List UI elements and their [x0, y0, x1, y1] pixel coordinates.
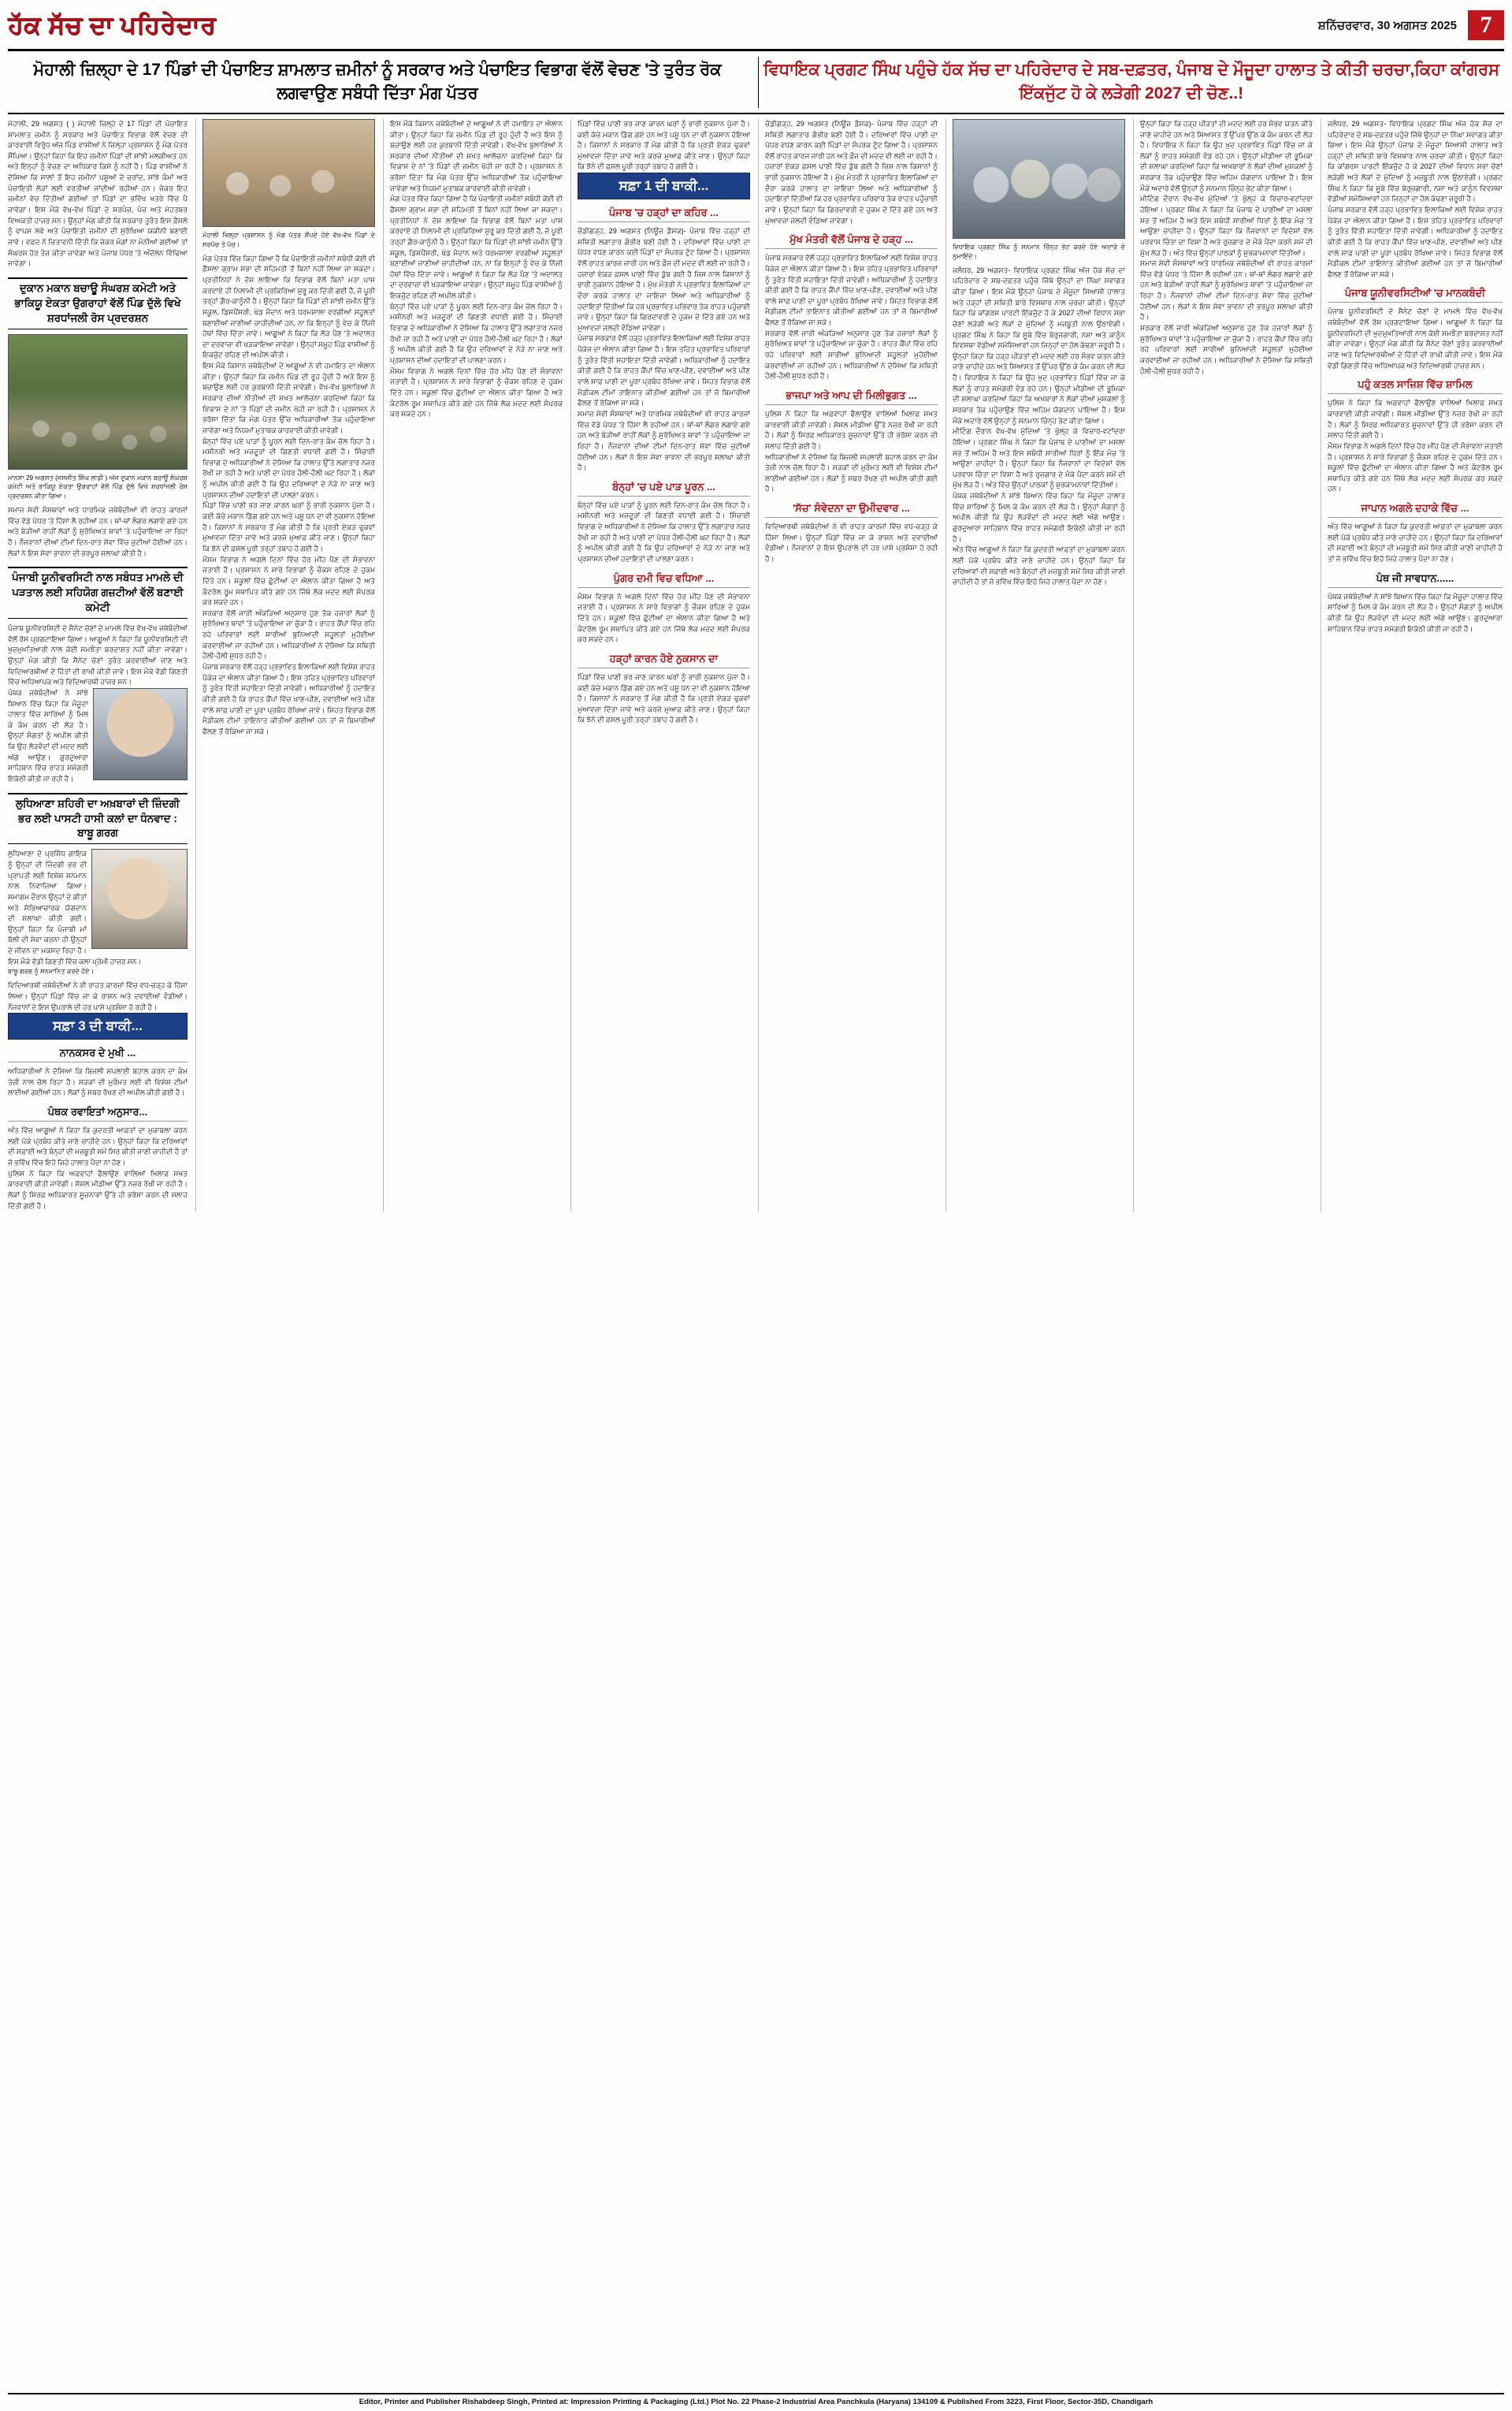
photo-award-presentation [953, 119, 1125, 239]
jump-head-panthak: ਪੰਥਕ ਰਵਾਇਤਾਂ ਅਨੁਸਾਰ... [8, 1106, 188, 1122]
article-body: ਉਨ੍ਹਾਂ ਕਿਹਾ ਕਿ ਹੜ੍ਹ ਪੀੜਤਾਂ ਦੀ ਮਦਦ ਲਈ ਹਰ ਸੰਭਵ ਯਤਨ ਕੀਤੇ ਜਾਣੇ ਚਾਹੀਦੇ ਹਨ ਅਤੇ ਸਿਆਸਤ ਤੋਂ ਉੱਪਰ ਉੱਠ ਕੇ ਕੰਮ ਕਰਨ ਦੀ ਲੋੜ ਹੈ। ਵਿਧਾਇਕ ਨੇ ਕਿਹਾ ਕਿ ਉਹ ਖ਼ੁਦ ਪ੍ਰਭਾਵਿਤ ਪਿੰਡਾਂ ਵਿੱਚ ਜਾ ਕੇ ਲੋਕਾਂ ਨੂੰ ਰਾਹਤ ਸਮੱਗਰੀ ਵੰਡ ਰਹੇ ਹਨ। ਉਨ੍ਹਾਂ ਮੀਡੀਆ ਦੀ ਭੂਮਿਕਾ ਦੀ ਸ਼ਲਾਘਾ ਕਰਦਿਆਂ ਕਿਹਾ ਕਿ ਅਖ਼ਬਾਰਾਂ ਨੇ ਲੋਕਾਂ ਦੀਆਂ ਮੁਸ਼ਕਲਾਂ ਨੂੰ ਸਰਕਾਰ ਤੱਕ ਪਹੁੰਚਾਉਣ ਵਿੱਚ ਅਹਿਮ ਯੋਗਦਾਨ ਪਾਇਆ ਹੈ। ਇਸ ਮੌਕੇ ਅਦਾਰੇ ਵੱਲੋਂ ਉਨ੍ਹਾਂ ਨੂੰ ਸਨਮਾਨ ਚਿੰਨ੍ਹ ਭੇਟ ਕੀਤਾ ਗਿਆ। [953, 352, 1125, 425]
main-grid [8, 119, 1504, 1211]
column-3 [383, 119, 563, 1211]
column-6 [945, 119, 1125, 1211]
jump-banner-page3: ਸਫ਼ਾ 3 ਦੀ ਬਾਕੀ... [8, 1013, 188, 1040]
section-title-dukan-makan: ਦੁਕਾਨ ਮਕਾਨ ਬਚਾਊ ਸੰਘਰਸ਼ ਕਮੇਟੀ ਅਤੇ ਭਾਕਿਯੂ ਏਕਤਾ ਉਗਰਾਹਾਂ ਵੱਲੋਂ ਪਿੰਡ ਦੁੱਲੋ ਵਿਖੇ ਸ਼ਰਧਾਂਜਲੀ ਰੋਸ ਪ੍ਰਦਰਸ਼ਨ [8, 277, 188, 329]
top-headlines [8, 57, 1504, 114]
jump-head-bjp-aap: ਭਾਜਪਾ ਅਤੇ ਆਪ ਦੀ ਮਿਲੀਭੁਗਤ ... [765, 389, 938, 405]
article-body: ਵਿਦਿਆਰਥੀ ਜਥੇਬੰਦੀਆਂ ਨੇ ਵੀ ਰਾਹਤ ਕਾਰਜਾਂ ਵਿੱਚ ਵਧ-ਚੜ੍ਹ ਕੇ ਹਿੱਸਾ ਲਿਆ। ਉਨ੍ਹਾਂ ਪਿੰਡਾਂ ਵਿੱਚ ਜਾ ਕੇ ਰਾਸ਼ਨ ਅਤੇ ਦਵਾਈਆਂ ਵੰਡੀਆਂ। ਨੌਜਵਾਨਾਂ ਦੇ ਇਸ ਉਪਰਾਲੇ ਦੀ ਹਰ ਪਾਸੇ ਪ੍ਰਸ਼ੰਸਾ ਹੋ ਰਹੀ ਹੈ। [765, 523, 938, 564]
jump-head-panth-beware: ਪੰਥ ਜੀ ਸਾਵਧਾਨ...... [1328, 572, 1503, 588]
article-body: ਲੁਧਿਆਣਾ ਦੇ ਪ੍ਰਸਿੱਧ ਗਾਇਕ ਨੂੰ ਉਨ੍ਹਾਂ ਦੀ ਜ਼ਿੰਦਗੀ ਭਰ ਦੀ ਪ੍ਰਾਪਤੀ ਲਈ ਵਿਸ਼ੇਸ਼ ਸਨਮਾਨ ਨਾਲ ਨਿਵਾਜਿਆ ਗਿਆ। ਸਮਾਗਮ ਦੌਰਾਨ ਉਨ੍ਹਾਂ ਦੇ ਗੀਤਾਂ ਅਤੇ ਸੱਭਿਆਚਾਰਕ ਯੋਗਦਾਨ ਦੀ ਸ਼ਲਾਘਾ ਕੀਤੀ ਗਈ। ਉਨ੍ਹਾਂ ਕਿਹਾ ਕਿ ਪੰਜਾਬੀ ਮਾਂ ਬੋਲੀ ਦੀ ਸੇਵਾ ਕਰਨਾ ਹੀ ਉਨ੍ਹਾਂ ਦੇ ਜੀਵਨ ਦਾ ਮਕਸਦ ਰਿਹਾ ਹੈ। ਇਸ ਮੌਕੇ ਵੱਡੀ ਗਿਣਤੀ ਵਿੱਚ ਕਲਾ ਪ੍ਰੇਮੀ ਹਾਜ਼ਰ ਸਨ। [8, 850, 142, 966]
article-body: ਅੰਤ ਵਿੱਚ ਆਗੂਆਂ ਨੇ ਕਿਹਾ ਕਿ ਕੁਦਰਤੀ ਆਫ਼ਤਾਂ ਦਾ ਮੁਕਾਬਲਾ ਕਰਨ ਲਈ ਪੱਕੇ ਪ੍ਰਬੰਧ ਕੀਤੇ ਜਾਣੇ ਚਾਹੀਦੇ ਹਨ। ਉਨ੍ਹਾਂ ਕਿਹਾ ਕਿ ਦਰਿਆਵਾਂ ਦੀ ਸਫ਼ਾਈ ਅਤੇ ਬੰਨ੍ਹਾਂ ਦੀ ਮਜ਼ਬੂਤੀ ਸਮੇਂ ਸਿਰ ਕੀਤੀ ਜਾਣੀ ਚਾਹੀਦੀ ਹੈ ਤਾਂ ਜੋ ਭਵਿੱਖ ਵਿੱਚ ਇਹੋ ਜਿਹੇ ਹਾਲਾਤ ਪੈਦਾ ਨਾ ਹੋਣ। [8, 1126, 188, 1167]
article-body: ਸਰਕਾਰ ਵੱਲੋਂ ਜਾਰੀ ਅੰਕੜਿਆਂ ਅਨੁਸਾਰ ਹੁਣ ਤੱਕ ਹਜ਼ਾਰਾਂ ਲੋਕਾਂ ਨੂੰ ਸੁਰੱਖਿਅਤ ਥਾਵਾਂ 'ਤੇ ਪਹੁੰਚਾਇਆ ਜਾ ਚੁੱਕਾ ਹੈ। ਰਾਹਤ ਕੈਂਪਾਂ ਵਿੱਚ ਰਹਿ ਰਹੇ ਪਰਿਵਾਰਾਂ ਲਈ ਸਾਰੀਆਂ ਬੁਨਿਆਦੀ ਸਹੂਲਤਾਂ ਮੁਹੱਈਆ ਕਰਵਾਈਆਂ ਜਾ ਰਹੀਆਂ ਹਨ। ਅਧਿਕਾਰੀਆਂ ਨੇ ਦੱਸਿਆ ਕਿ ਸਥਿਤੀ ਹੌਲੀ-ਹੌਲੀ ਸੁਧਰ ਰਹੀ ਹੈ। [202, 608, 375, 660]
article-body: ਪਿੰਡਾਂ ਵਿੱਚ ਪਾਣੀ ਭਰ ਜਾਣ ਕਾਰਨ ਘਰਾਂ ਨੂੰ ਭਾਰੀ ਨੁਕਸਾਨ ਪੁੱਜਾ ਹੈ। ਕਈ ਕੱਚੇ ਮਕਾਨ ਡਿੱਗ ਗਏ ਹਨ ਅਤੇ ਪਸ਼ੂ ਧਨ ਦਾ ਵੀ ਨੁਕਸਾਨ ਹੋਇਆ ਹੈ। ਕਿਸਾਨਾਂ ਨੇ ਸਰਕਾਰ ਤੋਂ ਮੰਗ ਕੀਤੀ ਹੈ ਕਿ ਪ੍ਰਤੀ ਏਕੜ ਢੁਕਵਾਂ ਮੁਆਵਜ਼ਾ ਦਿੱਤਾ ਜਾਵੇ ਅਤੇ ਕਰਜ਼ੇ ਮੁਆਫ਼ ਕੀਤੇ ਜਾਣ। ਉਨ੍ਹਾਂ ਕਿਹਾ ਕਿ ਝੋਨੇ ਦੀ ਫ਼ਸਲ ਪੂਰੀ ਤਰ੍ਹਾਂ ਤਬਾਹ ਹੋ ਗਈ ਹੈ। [202, 501, 375, 553]
article-body: ਚੰਡੀਗੜ੍ਹ, 29 ਅਗਸਤ (ਨਿਊਜ਼ ਡੈਸਕ)- ਪੰਜਾਬ ਵਿੱਚ ਹੜ੍ਹਾਂ ਦੀ ਸਥਿਤੀ ਲਗਾਤਾਰ ਗੰਭੀਰ ਬਣੀ ਹੋਈ ਹੈ। ਦਰਿਆਵਾਂ ਵਿੱਚ ਪਾਣੀ ਦਾ ਪੱਧਰ ਵਧਣ ਕਾਰਨ ਕਈ ਪਿੰਡਾਂ ਦਾ ਸੰਪਰਕ ਟੁੱਟ ਗਿਆ ਹੈ। ਪ੍ਰਸ਼ਾਸਨ ਵੱਲੋਂ ਰਾਹਤ ਕਾਰਜ ਜਾਰੀ ਹਨ ਅਤੇ ਫ਼ੌਜ ਦੀ ਮਦਦ ਵੀ ਲਈ ਜਾ ਰਹੀ ਹੈ। ਹਜ਼ਾਰਾਂ ਏਕੜ ਫ਼ਸਲ ਪਾਣੀ ਵਿੱਚ ਡੁੱਬ ਗਈ ਹੈ ਜਿਸ ਨਾਲ ਕਿਸਾਨਾਂ ਨੂੰ ਭਾਰੀ ਨੁਕਸਾਨ ਹੋਇਆ ਹੈ। ਮੁੱਖ ਮੰਤਰੀ ਨੇ ਪ੍ਰਭਾਵਿਤ ਇਲਾਕਿਆਂ ਦਾ ਦੌਰਾ ਕਰਕੇ ਹਾਲਾਤ ਦਾ ਜਾਇਜ਼ਾ ਲਿਆ ਅਤੇ ਅਧਿਕਾਰੀਆਂ ਨੂੰ ਹਦਾਇਤਾਂ ਦਿੱਤੀਆਂ ਕਿ ਹਰ ਪ੍ਰਭਾਵਿਤ ਪਰਿਵਾਰ ਤੱਕ ਰਾਹਤ ਪਹੁੰਚਾਈ ਜਾਵੇ। ਉਨ੍ਹਾਂ ਕਿਹਾ ਕਿ ਗਿਰਦਾਵਰੀ ਦੇ ਹੁਕਮ ਦੇ ਦਿੱਤੇ ਗਏ ਹਨ ਅਤੇ ਮੁਆਵਜ਼ਾ ਜਲਦੀ ਵੰਡਿਆ ਜਾਵੇਗਾ। [578, 227, 750, 332]
article-body: ਸਮਾਜ ਸੇਵੀ ਸੰਸਥਾਵਾਂ ਅਤੇ ਧਾਰਮਿਕ ਜਥੇਬੰਦੀਆਂ ਵੀ ਰਾਹਤ ਕਾਰਜਾਂ ਵਿੱਚ ਵੱਡੇ ਪੱਧਰ 'ਤੇ ਹਿੱਸਾ ਲੈ ਰਹੀਆਂ ਹਨ। ਥਾਂ-ਥਾਂ ਲੰਗਰ ਲਗਾਏ ਗਏ ਹਨ ਅਤੇ ਬੇੜੀਆਂ ਰਾਹੀਂ ਲੋਕਾਂ ਨੂੰ ਸੁਰੱਖਿਅਤ ਥਾਵਾਂ 'ਤੇ ਪਹੁੰਚਾਇਆ ਜਾ ਰਿਹਾ ਹੈ। ਨੌਜਵਾਨਾਂ ਦੀਆਂ ਟੀਮਾਂ ਦਿਨ-ਰਾਤ ਸੇਵਾ ਵਿੱਚ ਜੁਟੀਆਂ ਹੋਈਆਂ ਹਨ। ਲੋਕਾਂ ਨੇ ਇਸ ਸੇਵਾ ਭਾਵਨਾ ਦੀ ਭਰਪੂਰ ਸ਼ਲਾਘਾ ਕੀਤੀ ਹੈ। [8, 506, 188, 557]
article-body: ਅੰਤ ਵਿੱਚ ਆਗੂਆਂ ਨੇ ਕਿਹਾ ਕਿ ਕੁਦਰਤੀ ਆਫ਼ਤਾਂ ਦਾ ਮੁਕਾਬਲਾ ਕਰਨ ਲਈ ਪੱਕੇ ਪ੍ਰਬੰਧ ਕੀਤੇ ਜਾਣੇ ਚਾਹੀਦੇ ਹਨ। ਉਨ੍ਹਾਂ ਕਿਹਾ ਕਿ ਦਰਿਆਵਾਂ ਦੀ ਸਫ਼ਾਈ ਅਤੇ ਬੰਨ੍ਹਾਂ ਦੀ ਮਜ਼ਬੂਤੀ ਸਮੇਂ ਸਿਰ ਕੀਤੀ ਜਾਣੀ ਚਾਹੀਦੀ ਹੈ ਤਾਂ ਜੋ ਭਵਿੱਖ ਵਿੱਚ ਇਹੋ ਜਿਹੇ ਹਾਲਾਤ ਪੈਦਾ ਨਾ ਹੋਣ। [953, 545, 1125, 586]
photo-portrait-sikh [93, 688, 188, 780]
article-body: ਪੰਥਕ ਜਥੇਬੰਦੀਆਂ ਨੇ ਸਾਂਝੇ ਬਿਆਨ ਵਿੱਚ ਕਿਹਾ ਕਿ ਮੌਜੂਦਾ ਹਾਲਾਤ ਵਿੱਚ ਸਾਰਿਆਂ ਨੂੰ ਮਿਲ ਕੇ ਕੰਮ ਕਰਨ ਦੀ ਲੋੜ ਹੈ। ਉਨ੍ਹਾਂ ਸੰਗਤਾਂ ਨੂੰ ਅਪੀਲ ਕੀਤੀ ਕਿ ਉਹ ਲੋੜਵੰਦਾਂ ਦੀ ਮਦਦ ਲਈ ਅੱਗੇ ਆਉਣ। ਗੁਰਦੁਆਰਾ ਸਾਹਿਬਾਨ ਵਿੱਚ ਰਾਹਤ ਸਮੱਗਰੀ ਇਕੱਠੀ ਕੀਤੀ ਜਾ ਰਹੀ ਹੈ। [953, 492, 1125, 543]
article-body: ਬੰਨ੍ਹਾਂ ਵਿੱਚ ਪਏ ਪਾੜਾਂ ਨੂੰ ਪੂਰਨ ਲਈ ਦਿਨ-ਰਾਤ ਕੰਮ ਚੱਲ ਰਿਹਾ ਹੈ। ਮਸ਼ੀਨਰੀ ਅਤੇ ਮਜ਼ਦੂਰਾਂ ਦੀ ਗਿਣਤੀ ਵਧਾਈ ਗਈ ਹੈ। ਸਿੰਚਾਈ ਵਿਭਾਗ ਦੇ ਅਧਿਕਾਰੀਆਂ ਨੇ ਦੱਸਿਆ ਕਿ ਹਾਲਾਤ ਉੱਤੇ ਲਗਾਤਾਰ ਨਜ਼ਰ ਰੱਖੀ ਜਾ ਰਹੀ ਹੈ ਅਤੇ ਪਾਣੀ ਦਾ ਪੱਧਰ ਹੌਲੀ-ਹੌਲੀ ਘਟ ਰਿਹਾ ਹੈ। ਲੋਕਾਂ ਨੂੰ ਅਪੀਲ ਕੀਤੀ ਗਈ ਹੈ ਕਿ ਉਹ ਦਰਿਆਵਾਂ ਦੇ ਨੇੜੇ ਨਾ ਜਾਣ ਅਤੇ ਪ੍ਰਸ਼ਾਸਨ ਦੀਆਂ ਹਦਾਇਤਾਂ ਦੀ ਪਾਲਣਾ ਕਰਨ। [578, 500, 750, 564]
photo-babu-garg [91, 849, 188, 949]
article-body: ਪੰਜਾਬ ਸਰਕਾਰ ਵੱਲੋਂ ਹੜ੍ਹ ਪ੍ਰਭਾਵਿਤ ਇਲਾਕਿਆਂ ਲਈ ਵਿਸ਼ੇਸ਼ ਰਾਹਤ ਪੈਕੇਜ ਦਾ ਐਲਾਨ ਕੀਤਾ ਗਿਆ ਹੈ। ਇਸ ਤਹਿਤ ਪ੍ਰਭਾਵਿਤ ਪਰਿਵਾਰਾਂ ਨੂੰ ਤੁਰੰਤ ਵਿੱਤੀ ਸਹਾਇਤਾ ਦਿੱਤੀ ਜਾਵੇਗੀ। ਅਧਿਕਾਰੀਆਂ ਨੂੰ ਹਦਾਇਤ ਕੀਤੀ ਗਈ ਹੈ ਕਿ ਰਾਹਤ ਕੈਂਪਾਂ ਵਿੱਚ ਖਾਣ-ਪੀਣ, ਦਵਾਈਆਂ ਅਤੇ ਪੀਣ ਵਾਲੇ ਸਾਫ਼ ਪਾਣੀ ਦਾ ਪੂਰਾ ਪ੍ਰਬੰਧ ਰੱਖਿਆ ਜਾਵੇ। ਸਿਹਤ ਵਿਭਾਗ ਵੱਲੋਂ ਮੈਡੀਕਲ ਟੀਮਾਂ ਤਾਇਨਾਤ ਕੀਤੀਆਂ ਗਈਆਂ ਹਨ ਤਾਂ ਜੋ ਬਿਮਾਰੀਆਂ ਫੈਲਣ ਤੋਂ ਰੋਕਿਆ ਜਾ ਸਕੇ। [202, 663, 375, 735]
article-body: ਜਲੰਧਰ, 29 ਅਗਸਤ- ਵਿਧਾਇਕ ਪ੍ਰਗਟ ਸਿੰਘ ਅੱਜ ਹੱਕ ਸੱਚ ਦਾ ਪਹਿਰੇਦਾਰ ਦੇ ਸਬ-ਦਫ਼ਤਰ ਪਹੁੰਚੇ ਜਿੱਥੇ ਉਨ੍ਹਾਂ ਦਾ ਨਿੱਘਾ ਸਵਾਗਤ ਕੀਤਾ ਗਿਆ। ਇਸ ਮੌਕੇ ਉਨ੍ਹਾਂ ਪੰਜਾਬ ਦੇ ਮੌਜੂਦਾ ਸਿਆਸੀ ਹਾਲਾਤ ਅਤੇ ਹੜ੍ਹਾਂ ਦੀ ਸਥਿਤੀ ਬਾਰੇ ਵਿਸਥਾਰ ਨਾਲ ਚਰਚਾ ਕੀਤੀ। ਉਨ੍ਹਾਂ ਕਿਹਾ ਕਿ ਕਾਂਗਰਸ ਪਾਰਟੀ ਇੱਕਜੁੱਟ ਹੋ ਕੇ 2027 ਦੀਆਂ ਵਿਧਾਨ ਸਭਾ ਚੋਣਾਂ ਲੜੇਗੀ ਅਤੇ ਲੋਕਾਂ ਦੇ ਮੁੱਦਿਆਂ ਨੂੰ ਮਜ਼ਬੂਤੀ ਨਾਲ ਉਠਾਏਗੀ। ਪ੍ਰਗਟ ਸਿੰਘ ਨੇ ਕਿਹਾ ਕਿ ਸੂਬੇ ਵਿੱਚ ਬੇਰੁਜ਼ਗਾਰੀ, ਨਸ਼ਾ ਅਤੇ ਕਾਨੂੰਨ ਵਿਵਸਥਾ ਵੱਡੀਆਂ ਸਮੱਸਿਆਵਾਂ ਹਨ ਜਿਨ੍ਹਾਂ ਦਾ ਹੱਲ ਕੱਢਣਾ ਜ਼ਰੂਰੀ ਹੈ। [953, 266, 1125, 350]
article-body: ਮੋਹਾਲੀ, 29 ਅਗਸਤ ( ) ਮੋਹਾਲੀ ਜ਼ਿਲ੍ਹੇ ਦੇ 17 ਪਿੰਡਾਂ ਦੀ ਪੰਚਾਇਤ ਸ਼ਾਮਲਾਤ ਜ਼ਮੀਨ ਨੂੰ ਸਰਕਾਰ ਅਤੇ ਪੰਚਾਇਤ ਵਿਭਾਗ ਵੱਲੋਂ ਵੇਚਣ ਦੀ ਕਾਰਵਾਈ ਵਿਰੁੱਧ ਅੱਜ ਪਿੰਡ ਵਾਸੀਆਂ ਨੇ ਜ਼ਿਲ੍ਹਾ ਪ੍ਰਸ਼ਾਸਨ ਨੂੰ ਮੰਗ ਪੱਤਰ ਸੌਂਪਿਆ। ਉਨ੍ਹਾਂ ਕਿਹਾ ਕਿ ਇਹ ਜ਼ਮੀਨਾਂ ਪਿੰਡਾਂ ਦੀ ਸਾਂਝੀ ਮਲਕੀਅਤ ਹਨ ਅਤੇ ਇਨ੍ਹਾਂ ਨੂੰ ਵੇਚਣ ਦਾ ਅਧਿਕਾਰ ਕਿਸੇ ਨੂੰ ਨਹੀਂ ਹੈ। ਪਿੰਡ ਵਾਸੀਆਂ ਨੇ ਦੱਸਿਆ ਕਿ ਸਾਲਾਂ ਤੋਂ ਇਹ ਜ਼ਮੀਨਾਂ ਪਸ਼ੂਆਂ ਦੇ ਚਰਾਂਦ, ਸਾਂਝੇ ਕੰਮਾਂ ਅਤੇ ਪੰਚਾਇਤੀ ਲੋੜਾਂ ਲਈ ਵਰਤੀਆਂ ਜਾਂਦੀਆਂ ਰਹੀਆਂ ਹਨ। ਜੇਕਰ ਇਹ ਜ਼ਮੀਨਾਂ ਵੇਚ ਦਿੱਤੀਆਂ ਗਈਆਂ ਤਾਂ ਪਿੰਡਾਂ ਦਾ ਭਵਿੱਖ ਖ਼ਤਰੇ ਵਿੱਚ ਪੈ ਜਾਵੇਗਾ। ਇਸ ਮੌਕੇ ਵੱਖ-ਵੱਖ ਪਿੰਡਾਂ ਦੇ ਸਰਪੰਚ, ਪੰਚ ਅਤੇ ਮੋਹਤਬਰ ਵਿਅਕਤੀ ਹਾਜ਼ਰ ਸਨ। ਉਨ੍ਹਾਂ ਮੰਗ ਕੀਤੀ ਕਿ ਸਰਕਾਰ ਤੁਰੰਤ ਇਸ ਫ਼ੈਸਲੇ ਨੂੰ ਵਾਪਸ ਲਵੇ ਅਤੇ ਪੰਚਾਇਤੀ ਜ਼ਮੀਨਾਂ ਦੀ ਸੁਰੱਖਿਆ ਯਕੀਨੀ ਬਣਾਈ ਜਾਵੇ। ਵਫ਼ਦ ਨੇ ਚਿਤਾਵਨੀ ਦਿੱਤੀ ਕਿ ਜੇਕਰ ਮੰਗਾਂ ਨਾ ਮੰਨੀਆਂ ਗਈਆਂ ਤਾਂ ਸੰਘਰਸ਼ ਹੋਰ ਤੇਜ਼ ਕੀਤਾ ਜਾਵੇਗਾ ਅਤੇ ਪੰਜਾਬ ਪੱਧਰ 'ਤੇ ਅੰਦੋਲਨ ਵਿੱਢਿਆ ਜਾਵੇਗਾ। [8, 119, 188, 268]
article-body: ਪਿੰਡਾਂ ਵਿੱਚ ਪਾਣੀ ਭਰ ਜਾਣ ਕਾਰਨ ਘਰਾਂ ਨੂੰ ਭਾਰੀ ਨੁਕਸਾਨ ਪੁੱਜਾ ਹੈ। ਕਈ ਕੱਚੇ ਮਕਾਨ ਡਿੱਗ ਗਏ ਹਨ ਅਤੇ ਪਸ਼ੂ ਧਨ ਦਾ ਵੀ ਨੁਕਸਾਨ ਹੋਇਆ ਹੈ। ਕਿਸਾਨਾਂ ਨੇ ਸਰਕਾਰ ਤੋਂ ਮੰਗ ਕੀਤੀ ਹੈ ਕਿ ਪ੍ਰਤੀ ਏਕੜ ਢੁਕਵਾਂ ਮੁਆਵਜ਼ਾ ਦਿੱਤਾ ਜਾਵੇ ਅਤੇ ਕਰਜ਼ੇ ਮੁਆਫ਼ ਕੀਤੇ ਜਾਣ। ਉਨ੍ਹਾਂ ਕਿਹਾ ਕਿ ਝੋਨੇ ਦੀ ਫ਼ਸਲ ਪੂਰੀ ਤਰ੍ਹਾਂ ਤਬਾਹ ਹੋ ਗਈ ਹੈ। [578, 119, 750, 171]
photo-caption: ਬਾਬੂ ਗਰਗ ਨੂੰ ਸਨਮਾਨਿਤ ਕਰਦੇ ਹੋਏ। [8, 968, 95, 976]
headline-right: ਵਿਧਾਇਕ ਪ੍ਰਗਟ ਸਿੰਘ ਪਹੁੰਚੇ ਹੱਕ ਸੱਚ ਦਾ ਪਹਿਰੇਦਾਰ ਦੇ ਸਬ-ਦਫ਼ਤਰ, ਪੰਜਾਬ ਦੇ ਮੌਜੂਦਾ ਹਾਲਾਤ ਤੇ ਕੀਤੀ ਚਰਚਾ,ਕਿਹਾ ਕਾਂਗਰਸ ਇੱਕਜੁੱਟ ਹੋ ਕੇ ਲੜੇਗੀ 2027 ਦੀ ਚੋਣ..! [758, 57, 1504, 108]
article-body: ਮੀਟਿੰਗ ਦੌਰਾਨ ਵੱਖ-ਵੱਖ ਮੁੱਦਿਆਂ 'ਤੇ ਖੁੱਲ੍ਹ ਕੇ ਵਿਚਾਰ-ਵਟਾਂਦਰਾ ਹੋਇਆ। ਪ੍ਰਗਟ ਸਿੰਘ ਨੇ ਕਿਹਾ ਕਿ ਪੰਜਾਬ ਦੇ ਪਾਣੀਆਂ ਦਾ ਮਸਲਾ ਸਭ ਤੋਂ ਅਹਿਮ ਹੈ ਅਤੇ ਇਸ ਸਬੰਧੀ ਸਾਰੀਆਂ ਧਿਰਾਂ ਨੂੰ ਇੱਕ ਮੰਚ 'ਤੇ ਆਉਣਾ ਚਾਹੀਦਾ ਹੈ। ਉਨ੍ਹਾਂ ਕਿਹਾ ਕਿ ਨੌਜਵਾਨਾਂ ਦਾ ਵਿਦੇਸ਼ਾਂ ਵੱਲ ਪਰਵਾਸ ਚਿੰਤਾ ਦਾ ਵਿਸ਼ਾ ਹੈ ਅਤੇ ਰੁਜ਼ਗਾਰ ਦੇ ਮੌਕੇ ਪੈਦਾ ਕਰਨੇ ਸਮੇਂ ਦੀ ਮੁੱਖ ਲੋੜ ਹੈ। ਅੰਤ ਵਿੱਚ ਉਨ੍ਹਾਂ ਪਾਠਕਾਂ ਨੂੰ ਸ਼ੁਭਕਾਮਨਾਵਾਂ ਦਿੱਤੀਆਂ। [1140, 195, 1313, 257]
article-body: ਮੌਸਮ ਵਿਭਾਗ ਨੇ ਅਗਲੇ ਦਿਨਾਂ ਵਿੱਚ ਹੋਰ ਮੀਂਹ ਪੈਣ ਦੀ ਸੰਭਾਵਨਾ ਜਤਾਈ ਹੈ। ਪ੍ਰਸ਼ਾਸਨ ਨੇ ਸਾਰੇ ਵਿਭਾਗਾਂ ਨੂੰ ਚੌਕਸ ਰਹਿਣ ਦੇ ਹੁਕਮ ਦਿੱਤੇ ਹਨ। ਸਕੂਲਾਂ ਵਿੱਚ ਛੁੱਟੀਆਂ ਦਾ ਐਲਾਨ ਕੀਤਾ ਗਿਆ ਹੈ ਅਤੇ ਕੰਟਰੋਲ ਰੂਮ ਸਥਾਪਿਤ ਕੀਤੇ ਗਏ ਹਨ ਜਿੱਥੇ ਲੋਕ ਮਦਦ ਲਈ ਸੰਪਰਕ ਕਰ ਸਕਦੇ ਹਨ। [578, 592, 750, 644]
masthead [8, 5, 1504, 51]
article-body: ਵਿਦਿਆਰਥੀ ਜਥੇਬੰਦੀਆਂ ਨੇ ਵੀ ਰਾਹਤ ਕਾਰਜਾਂ ਵਿੱਚ ਵਧ-ਚੜ੍ਹ ਕੇ ਹਿੱਸਾ ਲਿਆ। ਉਨ੍ਹਾਂ ਪਿੰਡਾਂ ਵਿੱਚ ਜਾ ਕੇ ਰਾਸ਼ਨ ਅਤੇ ਦਵਾਈਆਂ ਵੰਡੀਆਂ। ਨੌਜਵਾਨਾਂ ਦੇ ਇਸ ਉਪਰਾਲੇ ਦੀ ਹਰ ਪਾਸੇ ਪ੍ਰਸ਼ੰਸਾ ਹੋ ਰਹੀ ਹੈ। [8, 981, 188, 1011]
imprint-footer: Editor, Printer and Publisher Rishabdeep Singh, Printed at: Impression Printing & Packaging (Ltd.) Plot No. 22 Phase-2 Industrial Area Panchkula (Haryana) 134109 & Published From 3223, First Floor, Sector-35D, Chandigarh [8, 2393, 1504, 2406]
jump-head-pungar: ਪੁੰਗਰ ਦਮੀ ਵਿਚ ਵਧਿਆ ... [578, 572, 750, 588]
article-body: ਉਨ੍ਹਾਂ ਕਿਹਾ ਕਿ ਹੜ੍ਹ ਪੀੜਤਾਂ ਦੀ ਮਦਦ ਲਈ ਹਰ ਸੰਭਵ ਯਤਨ ਕੀਤੇ ਜਾਣੇ ਚਾਹੀਦੇ ਹਨ ਅਤੇ ਸਿਆਸਤ ਤੋਂ ਉੱਪਰ ਉੱਠ ਕੇ ਕੰਮ ਕਰਨ ਦੀ ਲੋੜ ਹੈ। ਵਿਧਾਇਕ ਨੇ ਕਿਹਾ ਕਿ ਉਹ ਖ਼ੁਦ ਪ੍ਰਭਾਵਿਤ ਪਿੰਡਾਂ ਵਿੱਚ ਜਾ ਕੇ ਲੋਕਾਂ ਨੂੰ ਰਾਹਤ ਸਮੱਗਰੀ ਵੰਡ ਰਹੇ ਹਨ। ਉਨ੍ਹਾਂ ਮੀਡੀਆ ਦੀ ਭੂਮਿਕਾ ਦੀ ਸ਼ਲਾਘਾ ਕਰਦਿਆਂ ਕਿਹਾ ਕਿ ਅਖ਼ਬਾਰਾਂ ਨੇ ਲੋਕਾਂ ਦੀਆਂ ਮੁਸ਼ਕਲਾਂ ਨੂੰ ਸਰਕਾਰ ਤੱਕ ਪਹੁੰਚਾਉਣ ਵਿੱਚ ਅਹਿਮ ਯੋਗਦਾਨ ਪਾਇਆ ਹੈ। ਇਸ ਮੌਕੇ ਅਦਾਰੇ ਵੱਲੋਂ ਉਨ੍ਹਾਂ ਨੂੰ ਸਨਮਾਨ ਚਿੰਨ੍ਹ ਭੇਟ ਕੀਤਾ ਗਿਆ। [1140, 119, 1313, 192]
article-body: ਬੰਨ੍ਹਾਂ ਵਿੱਚ ਪਏ ਪਾੜਾਂ ਨੂੰ ਪੂਰਨ ਲਈ ਦਿਨ-ਰਾਤ ਕੰਮ ਚੱਲ ਰਿਹਾ ਹੈ। ਮਸ਼ੀਨਰੀ ਅਤੇ ਮਜ਼ਦੂਰਾਂ ਦੀ ਗਿਣਤੀ ਵਧਾਈ ਗਈ ਹੈ। ਸਿੰਚਾਈ ਵਿਭਾਗ ਦੇ ਅਧਿਕਾਰੀਆਂ ਨੇ ਦੱਸਿਆ ਕਿ ਹਾਲਾਤ ਉੱਤੇ ਲਗਾਤਾਰ ਨਜ਼ਰ ਰੱਖੀ ਜਾ ਰਹੀ ਹੈ ਅਤੇ ਪਾਣੀ ਦਾ ਪੱਧਰ ਹੌਲੀ-ਹੌਲੀ ਘਟ ਰਿਹਾ ਹੈ। ਲੋਕਾਂ ਨੂੰ ਅਪੀਲ ਕੀਤੀ ਗਈ ਹੈ ਕਿ ਉਹ ਦਰਿਆਵਾਂ ਦੇ ਨੇੜੇ ਨਾ ਜਾਣ ਅਤੇ ਪ੍ਰਸ਼ਾਸਨ ਦੀਆਂ ਹਦਾਇਤਾਂ ਦੀ ਪਾਲਣਾ ਕਰਨ। [202, 437, 375, 499]
jump-head-university-standard: ਪੰਜਾਬ ਯੂਨੀਵਰਸਿਟੀਆਂ 'ਚ ਮਾਨਕਬੰਦੀ [1328, 287, 1503, 303]
article-body: ਪੰਜਾਬ ਯੂਨੀਵਰਸਿਟੀ ਦੇ ਸੈਨੇਟ ਚੋਣਾਂ ਦੇ ਮਾਮਲੇ ਵਿੱਚ ਵੱਖ-ਵੱਖ ਜਥੇਬੰਦੀਆਂ ਵੱਲੋਂ ਰੋਸ ਪ੍ਰਗਟਾਇਆ ਗਿਆ। ਆਗੂਆਂ ਨੇ ਕਿਹਾ ਕਿ ਯੂਨੀਵਰਸਿਟੀ ਦੀ ਖ਼ੁਦਮੁਖ਼ਤਿਆਰੀ ਨਾਲ ਕੋਈ ਸਮਝੌਤਾ ਬਰਦਾਸ਼ਤ ਨਹੀਂ ਕੀਤਾ ਜਾਵੇਗਾ। ਉਨ੍ਹਾਂ ਮੰਗ ਕੀਤੀ ਕਿ ਸੈਨੇਟ ਚੋਣਾਂ ਤੁਰੰਤ ਕਰਵਾਈਆਂ ਜਾਣ ਅਤੇ ਵਿਦਿਆਰਥੀਆਂ ਦੇ ਹਿੱਤਾਂ ਦੀ ਰਾਖੀ ਕੀਤੀ ਜਾਵੇ। ਇਸ ਮੌਕੇ ਵੱਡੀ ਗਿਣਤੀ ਵਿੱਚ ਅਧਿਆਪਕ ਅਤੇ ਵਿਦਿਆਰਥੀ ਹਾਜ਼ਰ ਸਨ। [8, 624, 188, 686]
article-body: ਅਧਿਕਾਰੀਆਂ ਨੇ ਦੱਸਿਆ ਕਿ ਬਿਜਲੀ ਸਪਲਾਈ ਬਹਾਲ ਕਰਨ ਦਾ ਕੰਮ ਤੇਜ਼ੀ ਨਾਲ ਚੱਲ ਰਿਹਾ ਹੈ। ਸੜਕਾਂ ਦੀ ਮੁਰੰਮਤ ਲਈ ਵੀ ਵਿਸ਼ੇਸ਼ ਟੀਮਾਂ ਲਾਈਆਂ ਗਈਆਂ ਹਨ। ਲੋਕਾਂ ਨੂੰ ਸਬਰ ਰੱਖਣ ਦੀ ਅਪੀਲ ਕੀਤੀ ਗਈ ਹੈ। [8, 1067, 188, 1097]
page-number-badge: 7 [1468, 10, 1504, 40]
article-body: ਪੁਲਿਸ ਨੇ ਕਿਹਾ ਕਿ ਅਫ਼ਵਾਹਾਂ ਫੈਲਾਉਣ ਵਾਲਿਆਂ ਖ਼ਿਲਾਫ਼ ਸਖ਼ਤ ਕਾਰਵਾਈ ਕੀਤੀ ਜਾਵੇਗੀ। ਸੋਸ਼ਲ ਮੀਡੀਆ ਉੱਤੇ ਨਜ਼ਰ ਰੱਖੀ ਜਾ ਰਹੀ ਹੈ। ਲੋਕਾਂ ਨੂੰ ਸਿਰਫ਼ ਅਧਿਕਾਰਤ ਸੂਚਨਾਵਾਂ ਉੱਤੇ ਹੀ ਭਰੋਸਾ ਕਰਨ ਦੀ ਸਲਾਹ ਦਿੱਤੀ ਗਈ ਹੈ। [765, 409, 938, 450]
article-body: ਇਸ ਮੌਕੇ ਕਿਸਾਨ ਜਥੇਬੰਦੀਆਂ ਦੇ ਆਗੂਆਂ ਨੇ ਵੀ ਹਮਾਇਤ ਦਾ ਐਲਾਨ ਕੀਤਾ। ਉਨ੍ਹਾਂ ਕਿਹਾ ਕਿ ਜ਼ਮੀਨ ਪਿੰਡ ਦੀ ਰੂਹ ਹੁੰਦੀ ਹੈ ਅਤੇ ਇਸ ਨੂੰ ਬਚਾਉਣ ਲਈ ਹਰ ਕੁਰਬਾਨੀ ਦਿੱਤੀ ਜਾਵੇਗੀ। ਵੱਖ-ਵੱਖ ਬੁਲਾਰਿਆਂ ਨੇ ਸਰਕਾਰ ਦੀਆਂ ਨੀਤੀਆਂ ਦੀ ਸਖ਼ਤ ਆਲੋਚਨਾ ਕਰਦਿਆਂ ਕਿਹਾ ਕਿ ਵਿਕਾਸ ਦੇ ਨਾਂ 'ਤੇ ਪਿੰਡਾਂ ਦੀ ਜ਼ਮੀਨ ਖੋਹੀ ਜਾ ਰਹੀ ਹੈ। ਪ੍ਰਸ਼ਾਸਨ ਨੇ ਭਰੋਸਾ ਦਿੱਤਾ ਕਿ ਮੰਗ ਪੱਤਰ ਉੱਚ ਅਧਿਕਾਰੀਆਂ ਤੱਕ ਪਹੁੰਚਾਇਆ ਜਾਵੇਗਾ ਅਤੇ ਨਿਯਮਾਂ ਮੁਤਾਬਕ ਕਾਰਵਾਈ ਕੀਤੀ ਜਾਵੇਗੀ। [390, 119, 563, 192]
headline-left: ਮੋਹਾਲੀ ਜ਼ਿਲ੍ਹਾ ਦੇ 17 ਪਿੰਡਾਂ ਦੀ ਪੰਚਾਇਤ ਸ਼ਾਮਲਾਤ ਜ਼ਮੀਨਾਂ ਨੂੰ ਸਰਕਾਰ ਅਤੇ ਪੰਚਾਇਤ ਵਿਭਾਗ ਵੱਲੋਂ ਵੇਚਣ 'ਤੇ ਤੁਰੰਤ ਰੋਕ ਲਗਵਾਉਣ ਸਬੰਧੀ ਦਿੱਤਾ ਮੰਗ ਪੱਤਰ [33, 61, 722, 103]
article-body: ਮੰਗ ਪੱਤਰ ਵਿੱਚ ਕਿਹਾ ਗਿਆ ਹੈ ਕਿ ਪੰਚਾਇਤੀ ਜ਼ਮੀਨਾਂ ਸਬੰਧੀ ਕੋਈ ਵੀ ਫ਼ੈਸਲਾ ਗ੍ਰਾਮ ਸਭਾ ਦੀ ਸਹਿਮਤੀ ਤੋਂ ਬਿਨਾਂ ਨਹੀਂ ਲਿਆ ਜਾ ਸਕਦਾ। ਪ੍ਰਤੀਨਿਧਾਂ ਨੇ ਦੋਸ਼ ਲਾਇਆ ਕਿ ਵਿਭਾਗ ਵੱਲੋਂ ਬਿਨਾਂ ਮਤਾ ਪਾਸ ਕਰਵਾਏ ਹੀ ਨਿਲਾਮੀ ਦੀ ਪ੍ਰਕਿਰਿਆ ਸ਼ੁਰੂ ਕਰ ਦਿੱਤੀ ਗਈ ਹੈ, ਜੋ ਪੂਰੀ ਤਰ੍ਹਾਂ ਗ਼ੈਰ-ਕਾਨੂੰਨੀ ਹੈ। ਉਨ੍ਹਾਂ ਕਿਹਾ ਕਿ ਪਿੰਡਾਂ ਦੀ ਸਾਂਝੀ ਜ਼ਮੀਨ ਉੱਤੇ ਸਕੂਲ, ਡਿਸਪੈਂਸਰੀ, ਖੇਡ ਮੈਦਾਨ ਅਤੇ ਧਰਮਸ਼ਾਲਾ ਵਰਗੀਆਂ ਸਹੂਲਤਾਂ ਬਣਾਈਆਂ ਜਾਣੀਆਂ ਚਾਹੀਦੀਆਂ ਹਨ, ਨਾ ਕਿ ਇਨ੍ਹਾਂ ਨੂੰ ਵੇਚ ਕੇ ਨਿੱਜੀ ਹੱਥਾਂ ਵਿੱਚ ਦਿੱਤਾ ਜਾਵੇ। ਆਗੂਆਂ ਨੇ ਕਿਹਾ ਕਿ ਲੋੜ ਪੈਣ 'ਤੇ ਅਦਾਲਤ ਦਾ ਦਰਵਾਜ਼ਾ ਵੀ ਖੜਕਾਇਆ ਜਾਵੇਗਾ। ਉਨ੍ਹਾਂ ਸਮੂਹ ਪਿੰਡ ਵਾਸੀਆਂ ਨੂੰ ਇਕਜੁੱਟ ਰਹਿਣ ਦੀ ਅਪੀਲ ਕੀਤੀ। [390, 195, 563, 300]
column-5 [758, 119, 938, 1211]
article-body: ਪੰਜਾਬ ਯੂਨੀਵਰਸਿਟੀ ਦੇ ਸੈਨੇਟ ਚੋਣਾਂ ਦੇ ਮਾਮਲੇ ਵਿੱਚ ਵੱਖ-ਵੱਖ ਜਥੇਬੰਦੀਆਂ ਵੱਲੋਂ ਰੋਸ ਪ੍ਰਗਟਾਇਆ ਗਿਆ। ਆਗੂਆਂ ਨੇ ਕਿਹਾ ਕਿ ਯੂਨੀਵਰਸਿਟੀ ਦੀ ਖ਼ੁਦਮੁਖ਼ਤਿਆਰੀ ਨਾਲ ਕੋਈ ਸਮਝੌਤਾ ਬਰਦਾਸ਼ਤ ਨਹੀਂ ਕੀਤਾ ਜਾਵੇਗਾ। ਉਨ੍ਹਾਂ ਮੰਗ ਕੀਤੀ ਕਿ ਸੈਨੇਟ ਚੋਣਾਂ ਤੁਰੰਤ ਕਰਵਾਈਆਂ ਜਾਣ ਅਤੇ ਵਿਦਿਆਰਥੀਆਂ ਦੇ ਹਿੱਤਾਂ ਦੀ ਰਾਖੀ ਕੀਤੀ ਜਾਵੇ। ਇਸ ਮੌਕੇ ਵੱਡੀ ਗਿਣਤੀ ਵਿੱਚ ਅਧਿਆਪਕ ਅਤੇ ਵਿਦਿਆਰਥੀ ਹਾਜ਼ਰ ਸਨ। [1328, 307, 1503, 370]
issue-date: ਸ਼ਨਿੱਚਰਵਾਰ, 30 ਅਗਸਤ 2025 [1317, 18, 1457, 32]
article-body: ਜਲੰਧਰ, 29 ਅਗਸਤ- ਵਿਧਾਇਕ ਪ੍ਰਗਟ ਸਿੰਘ ਅੱਜ ਹੱਕ ਸੱਚ ਦਾ ਪਹਿਰੇਦਾਰ ਦੇ ਸਬ-ਦਫ਼ਤਰ ਪਹੁੰਚੇ ਜਿੱਥੇ ਉਨ੍ਹਾਂ ਦਾ ਨਿੱਘਾ ਸਵਾਗਤ ਕੀਤਾ ਗਿਆ। ਇਸ ਮੌਕੇ ਉਨ੍ਹਾਂ ਪੰਜਾਬ ਦੇ ਮੌਜੂਦਾ ਸਿਆਸੀ ਹਾਲਾਤ ਅਤੇ ਹੜ੍ਹਾਂ ਦੀ ਸਥਿਤੀ ਬਾਰੇ ਵਿਸਥਾਰ ਨਾਲ ਚਰਚਾ ਕੀਤੀ। ਉਨ੍ਹਾਂ ਕਿਹਾ ਕਿ ਕਾਂਗਰਸ ਪਾਰਟੀ ਇੱਕਜੁੱਟ ਹੋ ਕੇ 2027 ਦੀਆਂ ਵਿਧਾਨ ਸਭਾ ਚੋਣਾਂ ਲੜੇਗੀ ਅਤੇ ਲੋਕਾਂ ਦੇ ਮੁੱਦਿਆਂ ਨੂੰ ਮਜ਼ਬੂਤੀ ਨਾਲ ਉਠਾਏਗੀ। ਪ੍ਰਗਟ ਸਿੰਘ ਨੇ ਕਿਹਾ ਕਿ ਸੂਬੇ ਵਿੱਚ ਬੇਰੁਜ਼ਗਾਰੀ, ਨਸ਼ਾ ਅਤੇ ਕਾਨੂੰਨ ਵਿਵਸਥਾ ਵੱਡੀਆਂ ਸਮੱਸਿਆਵਾਂ ਹਨ ਜਿਨ੍ਹਾਂ ਦਾ ਹੱਲ ਕੱਢਣਾ ਜ਼ਰੂਰੀ ਹੈ। [1328, 119, 1503, 203]
photo-caption: ਮਾਨਸਾ 29 ਅਗਸਤ (ਜਸਜੀਤ ਸਿੰਘ ਲਾਡੀ ) ਅੱਜ ਦੁਕਾਨ ਮਕਾਨ ਬਚਾਊ ਸੰਘਰਸ਼ ਕਮੇਟੀ ਅਤੇ ਭਾਕਿਯੂ ਏਕਤਾ ਉਗਰਾਹਾਂ ਵੱਲੋਂ ਪਿੰਡ ਦੁੱਲੋ ਵਿਖੇ ਸ਼ਰਧਾਂਜਲੀ ਰੋਸ ਪ੍ਰਦਰਸ਼ਨ ਕੀਤਾ ਗਿਆ। [8, 474, 188, 500]
column-2 [195, 119, 375, 1211]
article-body: ਪਿੰਡਾਂ ਵਿੱਚ ਪਾਣੀ ਭਰ ਜਾਣ ਕਾਰਨ ਘਰਾਂ ਨੂੰ ਭਾਰੀ ਨੁਕਸਾਨ ਪੁੱਜਾ ਹੈ। ਕਈ ਕੱਚੇ ਮਕਾਨ ਡਿੱਗ ਗਏ ਹਨ ਅਤੇ ਪਸ਼ੂ ਧਨ ਦਾ ਵੀ ਨੁਕਸਾਨ ਹੋਇਆ ਹੈ। ਕਿਸਾਨਾਂ ਨੇ ਸਰਕਾਰ ਤੋਂ ਮੰਗ ਕੀਤੀ ਹੈ ਕਿ ਪ੍ਰਤੀ ਏਕੜ ਢੁਕਵਾਂ ਮੁਆਵਜ਼ਾ ਦਿੱਤਾ ਜਾਵੇ ਅਤੇ ਕਰਜ਼ੇ ਮੁਆਫ਼ ਕੀਤੇ ਜਾਣ। ਉਨ੍ਹਾਂ ਕਿਹਾ ਕਿ ਝੋਨੇ ਦੀ ਫ਼ਸਲ ਪੂਰੀ ਤਰ੍ਹਾਂ ਤਬਾਹ ਹੋ ਗਈ ਹੈ। [578, 672, 750, 724]
article-body: ਮੌਸਮ ਵਿਭਾਗ ਨੇ ਅਗਲੇ ਦਿਨਾਂ ਵਿੱਚ ਹੋਰ ਮੀਂਹ ਪੈਣ ਦੀ ਸੰਭਾਵਨਾ ਜਤਾਈ ਹੈ। ਪ੍ਰਸ਼ਾਸਨ ਨੇ ਸਾਰੇ ਵਿਭਾਗਾਂ ਨੂੰ ਚੌਕਸ ਰਹਿਣ ਦੇ ਹੁਕਮ ਦਿੱਤੇ ਹਨ। ਸਕੂਲਾਂ ਵਿੱਚ ਛੁੱਟੀਆਂ ਦਾ ਐਲਾਨ ਕੀਤਾ ਗਿਆ ਹੈ ਅਤੇ ਕੰਟਰੋਲ ਰੂਮ ਸਥਾਪਿਤ ਕੀਤੇ ਗਏ ਹਨ ਜਿੱਥੇ ਲੋਕ ਮਦਦ ਲਈ ਸੰਪਰਕ ਕਰ ਸਕਦੇ ਹਨ। [202, 555, 375, 607]
article-body: ਅੰਤ ਵਿੱਚ ਆਗੂਆਂ ਨੇ ਕਿਹਾ ਕਿ ਕੁਦਰਤੀ ਆਫ਼ਤਾਂ ਦਾ ਮੁਕਾਬਲਾ ਕਰਨ ਲਈ ਪੱਕੇ ਪ੍ਰਬੰਧ ਕੀਤੇ ਜਾਣੇ ਚਾਹੀਦੇ ਹਨ। ਉਨ੍ਹਾਂ ਕਿਹਾ ਕਿ ਦਰਿਆਵਾਂ ਦੀ ਸਫ਼ਾਈ ਅਤੇ ਬੰਨ੍ਹਾਂ ਦੀ ਮਜ਼ਬੂਤੀ ਸਮੇਂ ਸਿਰ ਕੀਤੀ ਜਾਣੀ ਚਾਹੀਦੀ ਹੈ ਤਾਂ ਜੋ ਭਵਿੱਖ ਵਿੱਚ ਇਹੋ ਜਿਹੇ ਹਾਲਾਤ ਪੈਦਾ ਨਾ ਹੋਣ। [1328, 523, 1503, 564]
photo-caption: ਵਿਧਾਇਕ ਪ੍ਰਗਟ ਸਿੰਘ ਨੂੰ ਸਨਮਾਨ ਚਿੰਨ੍ਹ ਭੇਟ ਕਰਦੇ ਹੋਏ ਅਦਾਰੇ ਦੇ ਨੁਮਾਇੰਦੇ। [953, 243, 1125, 260]
article-body: ਮੀਟਿੰਗ ਦੌਰਾਨ ਵੱਖ-ਵੱਖ ਮੁੱਦਿਆਂ 'ਤੇ ਖੁੱਲ੍ਹ ਕੇ ਵਿਚਾਰ-ਵਟਾਂਦਰਾ ਹੋਇਆ। ਪ੍ਰਗਟ ਸਿੰਘ ਨੇ ਕਿਹਾ ਕਿ ਪੰਜਾਬ ਦੇ ਪਾਣੀਆਂ ਦਾ ਮਸਲਾ ਸਭ ਤੋਂ ਅਹਿਮ ਹੈ ਅਤੇ ਇਸ ਸਬੰਧੀ ਸਾਰੀਆਂ ਧਿਰਾਂ ਨੂੰ ਇੱਕ ਮੰਚ 'ਤੇ ਆਉਣਾ ਚਾਹੀਦਾ ਹੈ। ਉਨ੍ਹਾਂ ਕਿਹਾ ਕਿ ਨੌਜਵਾਨਾਂ ਦਾ ਵਿਦੇਸ਼ਾਂ ਵੱਲ ਪਰਵਾਸ ਚਿੰਤਾ ਦਾ ਵਿਸ਼ਾ ਹੈ ਅਤੇ ਰੁਜ਼ਗਾਰ ਦੇ ਮੌਕੇ ਪੈਦਾ ਕਰਨੇ ਸਮੇਂ ਦੀ ਮੁੱਖ ਲੋੜ ਹੈ। ਅੰਤ ਵਿੱਚ ਉਨ੍ਹਾਂ ਪਾਠਕਾਂ ਨੂੰ ਸ਼ੁਭਕਾਮਨਾਵਾਂ ਦਿੱਤੀਆਂ। [953, 427, 1125, 489]
jump-head-bannh: ਬੰਨ੍ਹਾਂ 'ਚ ਪਏ ਪਾੜ ਪੂਰਨ ... [578, 481, 750, 497]
jump-head-flood: ਪੰਜਾਬ 'ਚ ਹੜ੍ਹਾਂ ਦਾ ਕਹਿਰ ... [578, 206, 750, 222]
section-title-university-committee: ਪੰਜਾਬੀ ਯੂਨੀਵਰਸਿਟੀ ਨਾਲ ਸਬੰਧਤ ਮਾਮਲੇ ਦੀ ਪੜਤਾਲ ਲਈ ਸਹਿਯੋਗ ਗਜ਼ਟੀਆਂ ਵੱਲੋਂ ਬਣਾਈ ਕਮੇਟੀ [8, 567, 188, 619]
article-body: ਸਮਾਜ ਸੇਵੀ ਸੰਸਥਾਵਾਂ ਅਤੇ ਧਾਰਮਿਕ ਜਥੇਬੰਦੀਆਂ ਵੀ ਰਾਹਤ ਕਾਰਜਾਂ ਵਿੱਚ ਵੱਡੇ ਪੱਧਰ 'ਤੇ ਹਿੱਸਾ ਲੈ ਰਹੀਆਂ ਹਨ। ਥਾਂ-ਥਾਂ ਲੰਗਰ ਲਗਾਏ ਗਏ ਹਨ ਅਤੇ ਬੇੜੀਆਂ ਰਾਹੀਂ ਲੋਕਾਂ ਨੂੰ ਸੁਰੱਖਿਅਤ ਥਾਵਾਂ 'ਤੇ ਪਹੁੰਚਾਇਆ ਜਾ ਰਿਹਾ ਹੈ। ਨੌਜਵਾਨਾਂ ਦੀਆਂ ਟੀਮਾਂ ਦਿਨ-ਰਾਤ ਸੇਵਾ ਵਿੱਚ ਜੁਟੀਆਂ ਹੋਈਆਂ ਹਨ। ਲੋਕਾਂ ਨੇ ਇਸ ਸੇਵਾ ਭਾਵਨਾ ਦੀ ਭਰਪੂਰ ਸ਼ਲਾਘਾ ਕੀਤੀ ਹੈ। [1140, 259, 1313, 322]
article-body: ਮੌਸਮ ਵਿਭਾਗ ਨੇ ਅਗਲੇ ਦਿਨਾਂ ਵਿੱਚ ਹੋਰ ਮੀਂਹ ਪੈਣ ਦੀ ਸੰਭਾਵਨਾ ਜਤਾਈ ਹੈ। ਪ੍ਰਸ਼ਾਸਨ ਨੇ ਸਾਰੇ ਵਿਭਾਗਾਂ ਨੂੰ ਚੌਕਸ ਰਹਿਣ ਦੇ ਹੁਕਮ ਦਿੱਤੇ ਹਨ। ਸਕੂਲਾਂ ਵਿੱਚ ਛੁੱਟੀਆਂ ਦਾ ਐਲਾਨ ਕੀਤਾ ਗਿਆ ਹੈ ਅਤੇ ਕੰਟਰੋਲ ਰੂਮ ਸਥਾਪਿਤ ਕੀਤੇ ਗਏ ਹਨ ਜਿੱਥੇ ਲੋਕ ਮਦਦ ਲਈ ਸੰਪਰਕ ਕਰ ਸਕਦੇ ਹਨ। [390, 366, 563, 419]
article-body: ਪੰਜਾਬ ਸਰਕਾਰ ਵੱਲੋਂ ਹੜ੍ਹ ਪ੍ਰਭਾਵਿਤ ਇਲਾਕਿਆਂ ਲਈ ਵਿਸ਼ੇਸ਼ ਰਾਹਤ ਪੈਕੇਜ ਦਾ ਐਲਾਨ ਕੀਤਾ ਗਿਆ ਹੈ। ਇਸ ਤਹਿਤ ਪ੍ਰਭਾਵਿਤ ਪਰਿਵਾਰਾਂ ਨੂੰ ਤੁਰੰਤ ਵਿੱਤੀ ਸਹਾਇਤਾ ਦਿੱਤੀ ਜਾਵੇਗੀ। ਅਧਿਕਾਰੀਆਂ ਨੂੰ ਹਦਾਇਤ ਕੀਤੀ ਗਈ ਹੈ ਕਿ ਰਾਹਤ ਕੈਂਪਾਂ ਵਿੱਚ ਖਾਣ-ਪੀਣ, ਦਵਾਈਆਂ ਅਤੇ ਪੀਣ ਵਾਲੇ ਸਾਫ਼ ਪਾਣੀ ਦਾ ਪੂਰਾ ਪ੍ਰਬੰਧ ਰੱਖਿਆ ਜਾਵੇ। ਸਿਹਤ ਵਿਭਾਗ ਵੱਲੋਂ ਮੈਡੀਕਲ ਟੀਮਾਂ ਤਾਇਨਾਤ ਕੀਤੀਆਂ ਗਈਆਂ ਹਨ ਤਾਂ ਜੋ ਬਿਮਾਰੀਆਂ ਫੈਲਣ ਤੋਂ ਰੋਕਿਆ ਜਾ ਸਕੇ। [578, 334, 750, 407]
jump-head-flood-loss: ਹੜ੍ਹਾਂ ਕਾਰਨ ਹੋਏ ਨੁਕਸਾਨ ਦਾ [578, 653, 750, 668]
section-title-ludhiana-honour: ਲੁਧਿਆਣਾ ਸ਼ਹਿਰੀ ਦਾ ਅਖ਼ਬਾਰਾਂ ਦੀ ਜ਼ਿੰਦਗੀ ਭਰ ਲਈ ਪਾਸਟੀ ਹਾਸੀ ਕਲਾਂ ਦਾ ਧੰਨਵਾਦ : ਬਾਬੂ ਗਰਗ [8, 793, 188, 845]
article-body: ਸਰਕਾਰ ਵੱਲੋਂ ਜਾਰੀ ਅੰਕੜਿਆਂ ਅਨੁਸਾਰ ਹੁਣ ਤੱਕ ਹਜ਼ਾਰਾਂ ਲੋਕਾਂ ਨੂੰ ਸੁਰੱਖਿਅਤ ਥਾਵਾਂ 'ਤੇ ਪਹੁੰਚਾਇਆ ਜਾ ਚੁੱਕਾ ਹੈ। ਰਾਹਤ ਕੈਂਪਾਂ ਵਿੱਚ ਰਹਿ ਰਹੇ ਪਰਿਵਾਰਾਂ ਲਈ ਸਾਰੀਆਂ ਬੁਨਿਆਦੀ ਸਹੂਲਤਾਂ ਮੁਹੱਈਆ ਕਰਵਾਈਆਂ ਜਾ ਰਹੀਆਂ ਹਨ। ਅਧਿਕਾਰੀਆਂ ਨੇ ਦੱਸਿਆ ਕਿ ਸਥਿਤੀ ਹੌਲੀ-ਹੌਲੀ ਸੁਧਰ ਰਹੀ ਹੈ। [765, 329, 938, 381]
article-body: ਪੁਲਿਸ ਨੇ ਕਿਹਾ ਕਿ ਅਫ਼ਵਾਹਾਂ ਫੈਲਾਉਣ ਵਾਲਿਆਂ ਖ਼ਿਲਾਫ਼ ਸਖ਼ਤ ਕਾਰਵਾਈ ਕੀਤੀ ਜਾਵੇਗੀ। ਸੋਸ਼ਲ ਮੀਡੀਆ ਉੱਤੇ ਨਜ਼ਰ ਰੱਖੀ ਜਾ ਰਹੀ ਹੈ। ਲੋਕਾਂ ਨੂੰ ਸਿਰਫ਼ ਅਧਿਕਾਰਤ ਸੂਚਨਾਵਾਂ ਉੱਤੇ ਹੀ ਭਰੋਸਾ ਕਰਨ ਦੀ ਸਲਾਹ ਦਿੱਤੀ ਗਈ ਹੈ। [1328, 399, 1503, 440]
article-body: ਅਧਿਕਾਰੀਆਂ ਨੇ ਦੱਸਿਆ ਕਿ ਬਿਜਲੀ ਸਪਲਾਈ ਬਹਾਲ ਕਰਨ ਦਾ ਕੰਮ ਤੇਜ਼ੀ ਨਾਲ ਚੱਲ ਰਿਹਾ ਹੈ। ਸੜਕਾਂ ਦੀ ਮੁਰੰਮਤ ਲਈ ਵੀ ਵਿਸ਼ੇਸ਼ ਟੀਮਾਂ ਲਾਈਆਂ ਗਈਆਂ ਹਨ। ਲੋਕਾਂ ਨੂੰ ਸਬਰ ਰੱਖਣ ਦੀ ਅਪੀਲ ਕੀਤੀ ਗਈ ਹੈ। [765, 452, 938, 493]
article-body: ਚੰਡੀਗੜ੍ਹ, 29 ਅਗਸਤ (ਨਿਊਜ਼ ਡੈਸਕ)- ਪੰਜਾਬ ਵਿੱਚ ਹੜ੍ਹਾਂ ਦੀ ਸਥਿਤੀ ਲਗਾਤਾਰ ਗੰਭੀਰ ਬਣੀ ਹੋਈ ਹੈ। ਦਰਿਆਵਾਂ ਵਿੱਚ ਪਾਣੀ ਦਾ ਪੱਧਰ ਵਧਣ ਕਾਰਨ ਕਈ ਪਿੰਡਾਂ ਦਾ ਸੰਪਰਕ ਟੁੱਟ ਗਿਆ ਹੈ। ਪ੍ਰਸ਼ਾਸਨ ਵੱਲੋਂ ਰਾਹਤ ਕਾਰਜ ਜਾਰੀ ਹਨ ਅਤੇ ਫ਼ੌਜ ਦੀ ਮਦਦ ਵੀ ਲਈ ਜਾ ਰਹੀ ਹੈ। ਹਜ਼ਾਰਾਂ ਏਕੜ ਫ਼ਸਲ ਪਾਣੀ ਵਿੱਚ ਡੁੱਬ ਗਈ ਹੈ ਜਿਸ ਨਾਲ ਕਿਸਾਨਾਂ ਨੂੰ ਭਾਰੀ ਨੁਕਸਾਨ ਹੋਇਆ ਹੈ। ਮੁੱਖ ਮੰਤਰੀ ਨੇ ਪ੍ਰਭਾਵਿਤ ਇਲਾਕਿਆਂ ਦਾ ਦੌਰਾ ਕਰਕੇ ਹਾਲਾਤ ਦਾ ਜਾਇਜ਼ਾ ਲਿਆ ਅਤੇ ਅਧਿਕਾਰੀਆਂ ਨੂੰ ਹਦਾਇਤਾਂ ਦਿੱਤੀਆਂ ਕਿ ਹਰ ਪ੍ਰਭਾਵਿਤ ਪਰਿਵਾਰ ਤੱਕ ਰਾਹਤ ਪਹੁੰਚਾਈ ਜਾਵੇ। ਉਨ੍ਹਾਂ ਕਿਹਾ ਕਿ ਗਿਰਦਾਵਰੀ ਦੇ ਹੁਕਮ ਦੇ ਦਿੱਤੇ ਗਏ ਹਨ ਅਤੇ ਮੁਆਵਜ਼ਾ ਜਲਦੀ ਵੰਡਿਆ ਜਾਵੇਗਾ। [765, 119, 938, 225]
article-body: ਬੰਨ੍ਹਾਂ ਵਿੱਚ ਪਏ ਪਾੜਾਂ ਨੂੰ ਪੂਰਨ ਲਈ ਦਿਨ-ਰਾਤ ਕੰਮ ਚੱਲ ਰਿਹਾ ਹੈ। ਮਸ਼ੀਨਰੀ ਅਤੇ ਮਜ਼ਦੂਰਾਂ ਦੀ ਗਿਣਤੀ ਵਧਾਈ ਗਈ ਹੈ। ਸਿੰਚਾਈ ਵਿਭਾਗ ਦੇ ਅਧਿਕਾਰੀਆਂ ਨੇ ਦੱਸਿਆ ਕਿ ਹਾਲਾਤ ਉੱਤੇ ਲਗਾਤਾਰ ਨਜ਼ਰ ਰੱਖੀ ਜਾ ਰਹੀ ਹੈ ਅਤੇ ਪਾਣੀ ਦਾ ਪੱਧਰ ਹੌਲੀ-ਹੌਲੀ ਘਟ ਰਿਹਾ ਹੈ। ਲੋਕਾਂ ਨੂੰ ਅਪੀਲ ਕੀਤੀ ਗਈ ਹੈ ਕਿ ਉਹ ਦਰਿਆਵਾਂ ਦੇ ਨੇੜੇ ਨਾ ਜਾਣ ਅਤੇ ਪ੍ਰਸ਼ਾਸਨ ਦੀਆਂ ਹਦਾਇਤਾਂ ਦੀ ਪਾਲਣਾ ਕਰਨ। [390, 302, 563, 364]
article-body: ਸਮਾਜ ਸੇਵੀ ਸੰਸਥਾਵਾਂ ਅਤੇ ਧਾਰਮਿਕ ਜਥੇਬੰਦੀਆਂ ਵੀ ਰਾਹਤ ਕਾਰਜਾਂ ਵਿੱਚ ਵੱਡੇ ਪੱਧਰ 'ਤੇ ਹਿੱਸਾ ਲੈ ਰਹੀਆਂ ਹਨ। ਥਾਂ-ਥਾਂ ਲੰਗਰ ਲਗਾਏ ਗਏ ਹਨ ਅਤੇ ਬੇੜੀਆਂ ਰਾਹੀਂ ਲੋਕਾਂ ਨੂੰ ਸੁਰੱਖਿਅਤ ਥਾਵਾਂ 'ਤੇ ਪਹੁੰਚਾਇਆ ਜਾ ਰਿਹਾ ਹੈ। ਨੌਜਵਾਨਾਂ ਦੀਆਂ ਟੀਮਾਂ ਦਿਨ-ਰਾਤ ਸੇਵਾ ਵਿੱਚ ਜੁਟੀਆਂ ਹੋਈਆਂ ਹਨ। ਲੋਕਾਂ ਨੇ ਇਸ ਸੇਵਾ ਭਾਵਨਾ ਦੀ ਭਰਪੂਰ ਸ਼ਲਾਘਾ ਕੀਤੀ ਹੈ। [578, 409, 750, 472]
article-body: ਇਸ ਮੌਕੇ ਕਿਸਾਨ ਜਥੇਬੰਦੀਆਂ ਦੇ ਆਗੂਆਂ ਨੇ ਵੀ ਹਮਾਇਤ ਦਾ ਐਲਾਨ ਕੀਤਾ। ਉਨ੍ਹਾਂ ਕਿਹਾ ਕਿ ਜ਼ਮੀਨ ਪਿੰਡ ਦੀ ਰੂਹ ਹੁੰਦੀ ਹੈ ਅਤੇ ਇਸ ਨੂੰ ਬਚਾਉਣ ਲਈ ਹਰ ਕੁਰਬਾਨੀ ਦਿੱਤੀ ਜਾਵੇਗੀ। ਵੱਖ-ਵੱਖ ਬੁਲਾਰਿਆਂ ਨੇ ਸਰਕਾਰ ਦੀਆਂ ਨੀਤੀਆਂ ਦੀ ਸਖ਼ਤ ਆਲੋਚਨਾ ਕਰਦਿਆਂ ਕਿਹਾ ਕਿ ਵਿਕਾਸ ਦੇ ਨਾਂ 'ਤੇ ਪਿੰਡਾਂ ਦੀ ਜ਼ਮੀਨ ਖੋਹੀ ਜਾ ਰਹੀ ਹੈ। ਪ੍ਰਸ਼ਾਸਨ ਨੇ ਭਰੋਸਾ ਦਿੱਤਾ ਕਿ ਮੰਗ ਪੱਤਰ ਉੱਚ ਅਧਿਕਾਰੀਆਂ ਤੱਕ ਪਹੁੰਚਾਇਆ ਜਾਵੇਗਾ ਅਤੇ ਨਿਯਮਾਂ ਮੁਤਾਬਕ ਕਾਰਵਾਈ ਕੀਤੀ ਜਾਵੇਗੀ। [202, 362, 375, 434]
photo-caption: ਮੋਹਾਲੀ ਜ਼ਿਲ੍ਹਾ ਪ੍ਰਸ਼ਾਸਨ ਨੂੰ ਮੰਗ ਪੱਤਰ ਸੌਂਪਦੇ ਹੋਏ ਵੱਖ-ਵੱਖ ਪਿੰਡਾਂ ਦੇ ਸਰਪੰਚ ਤੇ ਪੰਚ। [202, 231, 375, 248]
article-body: ਮੰਗ ਪੱਤਰ ਵਿੱਚ ਕਿਹਾ ਗਿਆ ਹੈ ਕਿ ਪੰਚਾਇਤੀ ਜ਼ਮੀਨਾਂ ਸਬੰਧੀ ਕੋਈ ਵੀ ਫ਼ੈਸਲਾ ਗ੍ਰਾਮ ਸਭਾ ਦੀ ਸਹਿਮਤੀ ਤੋਂ ਬਿਨਾਂ ਨਹੀਂ ਲਿਆ ਜਾ ਸਕਦਾ। ਪ੍ਰਤੀਨਿਧਾਂ ਨੇ ਦੋਸ਼ ਲਾਇਆ ਕਿ ਵਿਭਾਗ ਵੱਲੋਂ ਬਿਨਾਂ ਮਤਾ ਪਾਸ ਕਰਵਾਏ ਹੀ ਨਿਲਾਮੀ ਦੀ ਪ੍ਰਕਿਰਿਆ ਸ਼ੁਰੂ ਕਰ ਦਿੱਤੀ ਗਈ ਹੈ, ਜੋ ਪੂਰੀ ਤਰ੍ਹਾਂ ਗ਼ੈਰ-ਕਾਨੂੰਨੀ ਹੈ। ਉਨ੍ਹਾਂ ਕਿਹਾ ਕਿ ਪਿੰਡਾਂ ਦੀ ਸਾਂਝੀ ਜ਼ਮੀਨ ਉੱਤੇ ਸਕੂਲ, ਡਿਸਪੈਂਸਰੀ, ਖੇਡ ਮੈਦਾਨ ਅਤੇ ਧਰਮਸ਼ਾਲਾ ਵਰਗੀਆਂ ਸਹੂਲਤਾਂ ਬਣਾਈਆਂ ਜਾਣੀਆਂ ਚਾਹੀਦੀਆਂ ਹਨ, ਨਾ ਕਿ ਇਨ੍ਹਾਂ ਨੂੰ ਵੇਚ ਕੇ ਨਿੱਜੀ ਹੱਥਾਂ ਵਿੱਚ ਦਿੱਤਾ ਜਾਵੇ। ਆਗੂਆਂ ਨੇ ਕਿਹਾ ਕਿ ਲੋੜ ਪੈਣ 'ਤੇ ਅਦਾਲਤ ਦਾ ਦਰਵਾਜ਼ਾ ਵੀ ਖੜਕਾਇਆ ਜਾਵੇਗਾ। ਉਨ੍ਹਾਂ ਸਮੂਹ ਪਿੰਡ ਵਾਸੀਆਂ ਨੂੰ ਇਕਜੁੱਟ ਰਹਿਣ ਦੀ ਅਪੀਲ ਕੀਤੀ। [202, 254, 375, 359]
photo-memorandum [202, 119, 375, 227]
column-1 [8, 119, 188, 1211]
article-body: ਪੰਥਕ ਜਥੇਬੰਦੀਆਂ ਨੇ ਸਾਂਝੇ ਬਿਆਨ ਵਿੱਚ ਕਿਹਾ ਕਿ ਮੌਜੂਦਾ ਹਾਲਾਤ ਵਿੱਚ ਸਾਰਿਆਂ ਨੂੰ ਮਿਲ ਕੇ ਕੰਮ ਕਰਨ ਦੀ ਲੋੜ ਹੈ। ਉਨ੍ਹਾਂ ਸੰਗਤਾਂ ਨੂੰ ਅਪੀਲ ਕੀਤੀ ਕਿ ਉਹ ਲੋੜਵੰਦਾਂ ਦੀ ਮਦਦ ਲਈ ਅੱਗੇ ਆਉਣ। ਗੁਰਦੁਆਰਾ ਸਾਹਿਬਾਨ ਵਿੱਚ ਰਾਹਤ ਸਮੱਗਰੀ ਇਕੱਠੀ ਕੀਤੀ ਜਾ ਰਹੀ ਹੈ। [8, 688, 88, 783]
jump-head-japan-decade: ਜਾਪਾਨ ਅਗਲੇ ਦਹਾਕੇ ਵਿੱਚ ... [1328, 502, 1503, 518]
article-body: ਪੰਜਾਬ ਸਰਕਾਰ ਵੱਲੋਂ ਹੜ੍ਹ ਪ੍ਰਭਾਵਿਤ ਇਲਾਕਿਆਂ ਲਈ ਵਿਸ਼ੇਸ਼ ਰਾਹਤ ਪੈਕੇਜ ਦਾ ਐਲਾਨ ਕੀਤਾ ਗਿਆ ਹੈ। ਇਸ ਤਹਿਤ ਪ੍ਰਭਾਵਿਤ ਪਰਿਵਾਰਾਂ ਨੂੰ ਤੁਰੰਤ ਵਿੱਤੀ ਸਹਾਇਤਾ ਦਿੱਤੀ ਜਾਵੇਗੀ। ਅਧਿਕਾਰੀਆਂ ਨੂੰ ਹਦਾਇਤ ਕੀਤੀ ਗਈ ਹੈ ਕਿ ਰਾਹਤ ਕੈਂਪਾਂ ਵਿੱਚ ਖਾਣ-ਪੀਣ, ਦਵਾਈਆਂ ਅਤੇ ਪੀਣ ਵਾਲੇ ਸਾਫ਼ ਪਾਣੀ ਦਾ ਪੂਰਾ ਪ੍ਰਬੰਧ ਰੱਖਿਆ ਜਾਵੇ। ਸਿਹਤ ਵਿਭਾਗ ਵੱਲੋਂ ਮੈਡੀਕਲ ਟੀਮਾਂ ਤਾਇਨਾਤ ਕੀਤੀਆਂ ਗਈਆਂ ਹਨ ਤਾਂ ਜੋ ਬਿਮਾਰੀਆਂ ਫੈਲਣ ਤੋਂ ਰੋਕਿਆ ਜਾ ਸਕੇ। [1328, 206, 1503, 278]
jump-head-sach-candidate: 'ਸੱਚ' ਸੰਵੇਦਨਾ ਦਾ ਉਮੀਦਵਾਰ ... [765, 502, 938, 518]
newspaper-logo: ਹੱਕ ਸੱਚ ਦਾ ਪਹਿਰੇਦਾਰ [8, 10, 217, 39]
column-7 [1133, 119, 1313, 1211]
jump-head-cm-flood: ਮੁੱਖ ਮੰਤਰੀ ਵੱਲੋਂ ਪੰਜਾਬ ਦੇ ਹੜ੍ਹ ... [765, 233, 938, 249]
article-body: ਮੌਸਮ ਵਿਭਾਗ ਨੇ ਅਗਲੇ ਦਿਨਾਂ ਵਿੱਚ ਹੋਰ ਮੀਂਹ ਪੈਣ ਦੀ ਸੰਭਾਵਨਾ ਜਤਾਈ ਹੈ। ਪ੍ਰਸ਼ਾਸਨ ਨੇ ਸਾਰੇ ਵਿਭਾਗਾਂ ਨੂੰ ਚੌਕਸ ਰਹਿਣ ਦੇ ਹੁਕਮ ਦਿੱਤੇ ਹਨ। ਸਕੂਲਾਂ ਵਿੱਚ ਛੁੱਟੀਆਂ ਦਾ ਐਲਾਨ ਕੀਤਾ ਗਿਆ ਹੈ ਅਤੇ ਕੰਟਰੋਲ ਰੂਮ ਸਥਾਪਿਤ ਕੀਤੇ ਗਏ ਹਨ ਜਿੱਥੇ ਲੋਕ ਮਦਦ ਲਈ ਸੰਪਰਕ ਕਰ ਸਕਦੇ ਹਨ। [1328, 441, 1503, 493]
article-body: ਸਰਕਾਰ ਵੱਲੋਂ ਜਾਰੀ ਅੰਕੜਿਆਂ ਅਨੁਸਾਰ ਹੁਣ ਤੱਕ ਹਜ਼ਾਰਾਂ ਲੋਕਾਂ ਨੂੰ ਸੁਰੱਖਿਅਤ ਥਾਵਾਂ 'ਤੇ ਪਹੁੰਚਾਇਆ ਜਾ ਚੁੱਕਾ ਹੈ। ਰਾਹਤ ਕੈਂਪਾਂ ਵਿੱਚ ਰਹਿ ਰਹੇ ਪਰਿਵਾਰਾਂ ਲਈ ਸਾਰੀਆਂ ਬੁਨਿਆਦੀ ਸਹੂਲਤਾਂ ਮੁਹੱਈਆ ਕਰਵਾਈਆਂ ਜਾ ਰਹੀਆਂ ਹਨ। ਅਧਿਕਾਰੀਆਂ ਨੇ ਦੱਸਿਆ ਕਿ ਸਥਿਤੀ ਹੌਲੀ-ਹੌਲੀ ਸੁਧਰ ਰਹੀ ਹੈ। [1140, 324, 1313, 375]
column-4 [570, 119, 750, 1211]
jump-banner-page1: ਸਫ਼ਾ 1 ਦੀ ਬਾਕੀ... [578, 173, 750, 199]
column-8 [1321, 119, 1503, 1211]
photo-protest [8, 334, 188, 470]
jump-head-murder-conspiracy: ਪਹੁੰ ਕਤਲ ਸਾਜ਼ਿਸ਼ ਵਿੱਚ ਸ਼ਾਮਿਲ [1328, 378, 1503, 394]
article-body: ਪੰਥਕ ਜਥੇਬੰਦੀਆਂ ਨੇ ਸਾਂਝੇ ਬਿਆਨ ਵਿੱਚ ਕਿਹਾ ਕਿ ਮੌਜੂਦਾ ਹਾਲਾਤ ਵਿੱਚ ਸਾਰਿਆਂ ਨੂੰ ਮਿਲ ਕੇ ਕੰਮ ਕਰਨ ਦੀ ਲੋੜ ਹੈ। ਉਨ੍ਹਾਂ ਸੰਗਤਾਂ ਨੂੰ ਅਪੀਲ ਕੀਤੀ ਕਿ ਉਹ ਲੋੜਵੰਦਾਂ ਦੀ ਮਦਦ ਲਈ ਅੱਗੇ ਆਉਣ। ਗੁਰਦੁਆਰਾ ਸਾਹਿਬਾਨ ਵਿੱਚ ਰਾਹਤ ਸਮੱਗਰੀ ਇਕੱਠੀ ਕੀਤੀ ਜਾ ਰਹੀ ਹੈ। [1328, 592, 1503, 633]
article-body: ਪੁਲਿਸ ਨੇ ਕਿਹਾ ਕਿ ਅਫ਼ਵਾਹਾਂ ਫੈਲਾਉਣ ਵਾਲਿਆਂ ਖ਼ਿਲਾਫ਼ ਸਖ਼ਤ ਕਾਰਵਾਈ ਕੀਤੀ ਜਾਵੇਗੀ। ਸੋਸ਼ਲ ਮੀਡੀਆ ਉੱਤੇ ਨਜ਼ਰ ਰੱਖੀ ਜਾ ਰਹੀ ਹੈ। ਲੋਕਾਂ ਨੂੰ ਸਿਰਫ਼ ਅਧਿਕਾਰਤ ਸੂਚਨਾਵਾਂ ਉੱਤੇ ਹੀ ਭਰੋਸਾ ਕਰਨ ਦੀ ਸਲਾਹ ਦਿੱਤੀ ਗਈ ਹੈ। [8, 1169, 188, 1210]
article-body: ਪੰਜਾਬ ਸਰਕਾਰ ਵੱਲੋਂ ਹੜ੍ਹ ਪ੍ਰਭਾਵਿਤ ਇਲਾਕਿਆਂ ਲਈ ਵਿਸ਼ੇਸ਼ ਰਾਹਤ ਪੈਕੇਜ ਦਾ ਐਲਾਨ ਕੀਤਾ ਗਿਆ ਹੈ। ਇਸ ਤਹਿਤ ਪ੍ਰਭਾਵਿਤ ਪਰਿਵਾਰਾਂ ਨੂੰ ਤੁਰੰਤ ਵਿੱਤੀ ਸਹਾਇਤਾ ਦਿੱਤੀ ਜਾਵੇਗੀ। ਅਧਿਕਾਰੀਆਂ ਨੂੰ ਹਦਾਇਤ ਕੀਤੀ ਗਈ ਹੈ ਕਿ ਰਾਹਤ ਕੈਂਪਾਂ ਵਿੱਚ ਖਾਣ-ਪੀਣ, ਦਵਾਈਆਂ ਅਤੇ ਪੀਣ ਵਾਲੇ ਸਾਫ਼ ਪਾਣੀ ਦਾ ਪੂਰਾ ਪ੍ਰਬੰਧ ਰੱਖਿਆ ਜਾਵੇ। ਸਿਹਤ ਵਿਭਾਗ ਵੱਲੋਂ ਮੈਡੀਕਲ ਟੀਮਾਂ ਤਾਇਨਾਤ ਕੀਤੀਆਂ ਗਈਆਂ ਹਨ ਤਾਂ ਜੋ ਬਿਮਾਰੀਆਂ ਫੈਲਣ ਤੋਂ ਰੋਕਿਆ ਜਾ ਸਕੇ। [765, 254, 938, 327]
jump-head-nanaksar: ਨਾਨਕਸਰ ਦੇ ਮੁਖੀ ... [8, 1047, 188, 1062]
